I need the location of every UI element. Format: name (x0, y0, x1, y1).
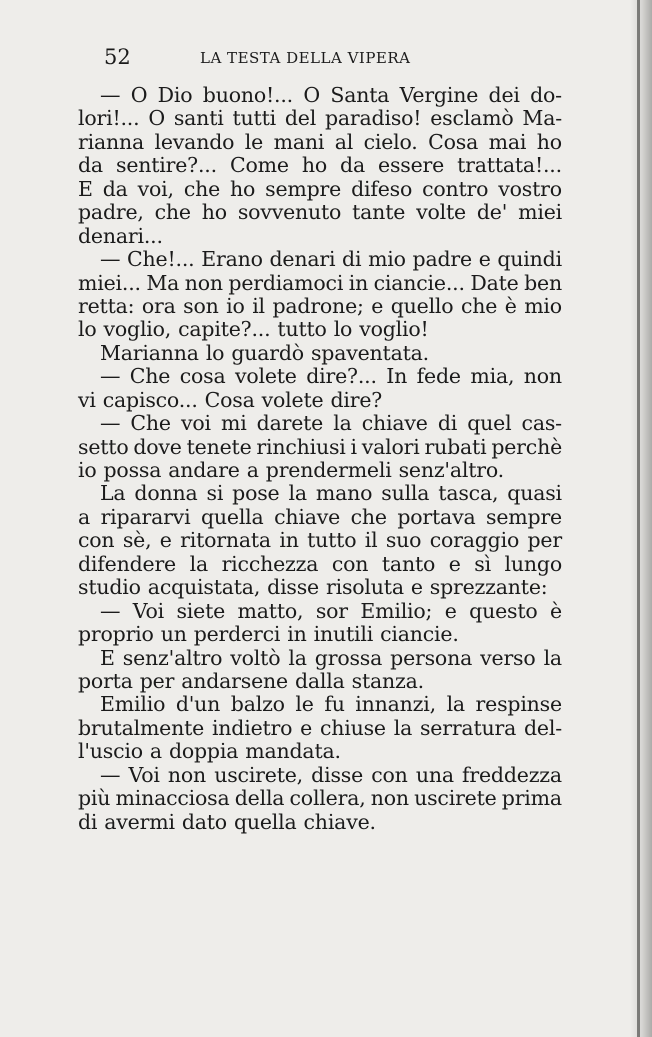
running-title: LA TESTA DELLA VIPERA (200, 49, 411, 67)
text-line: con sè, e ritornata in tutto il suo coraggio per (78, 528, 562, 553)
text-line: rianna levando le mani al cielo. Cosa mai ho (78, 129, 562, 154)
page-edge-shadow (630, 0, 652, 1037)
text-line: l'uscio a doppia mandata. (78, 739, 341, 764)
text-line: porta per andarsene dalla stanza. (78, 668, 424, 693)
text-line: setto dove tenete rinchiusi i valori rubati perchè (78, 434, 562, 459)
text-line: difendere la ricchezza con tanto e sì lungo (78, 551, 562, 576)
text-line: a ripararvi quella chiave che portava sempre (78, 504, 562, 529)
text-line: lori!... O santi tutti del paradiso! esclamò Ma- (78, 106, 562, 131)
text-line: padre, che ho sovvenuto tante volte de' miei (78, 200, 562, 225)
text-line: vi capisco... Cosa volete dire? (78, 387, 383, 412)
text-line: — O Dio buono!... O Santa Vergine dei do- (100, 83, 562, 107)
text-line: E da voi, che ho sempre difeso contro vostro (78, 176, 562, 201)
page-header (104, 44, 444, 70)
text-line: proprio un perderci in inutili ciancie. (78, 622, 459, 647)
text-line: La donna si pose la mano sulla tasca, quasi (100, 481, 562, 506)
text-line: — Che cosa volete dire?... In fede mia, non (100, 364, 562, 389)
text-line: brutalmente indietro e chiuse la serratura del- (78, 715, 562, 740)
text-line: E senz'altro voltò la grossa persona verso la (100, 645, 562, 670)
body-text (78, 84, 562, 834)
text-line: da sentire?... Come ho da essere trattata!... (78, 153, 562, 178)
text-line: lo voglio, capite?... tutto lo voglio! (78, 317, 429, 342)
text-line: — Voi siete matto, sor Emilio; e questo è (100, 598, 562, 623)
text-line: più minacciosa della collera, non uscirete prima (78, 786, 562, 811)
page-number: 52 (104, 45, 131, 69)
text-line: retta: ora son io il padrone; e quello che è mio (78, 293, 562, 318)
text-line: studio acquistata, disse risoluta e sprezzante: (78, 575, 548, 600)
text-line: Emilio d'un balzo le fu innanzi, la respinse (100, 692, 562, 717)
text-line: io possa andare a prendermeli senz'altro. (78, 458, 504, 482)
text-line: — Che!... Erano denari di mio padre e quindi (100, 247, 562, 272)
text-line: — Che voi mi darete la chiave di quel cas- (100, 411, 562, 436)
text-line: denari... (78, 223, 163, 248)
text-line: di avermi dato quella chiave. (78, 809, 376, 834)
text-line: — Voi non uscirete, disse con una freddezza (100, 762, 562, 787)
text-line: miei... Ma non perdiamoci in ciancie... Date ben (78, 270, 562, 295)
text-line: Marianna lo guardò spaventata. (100, 340, 429, 365)
page-binding-edge (637, 0, 640, 1037)
